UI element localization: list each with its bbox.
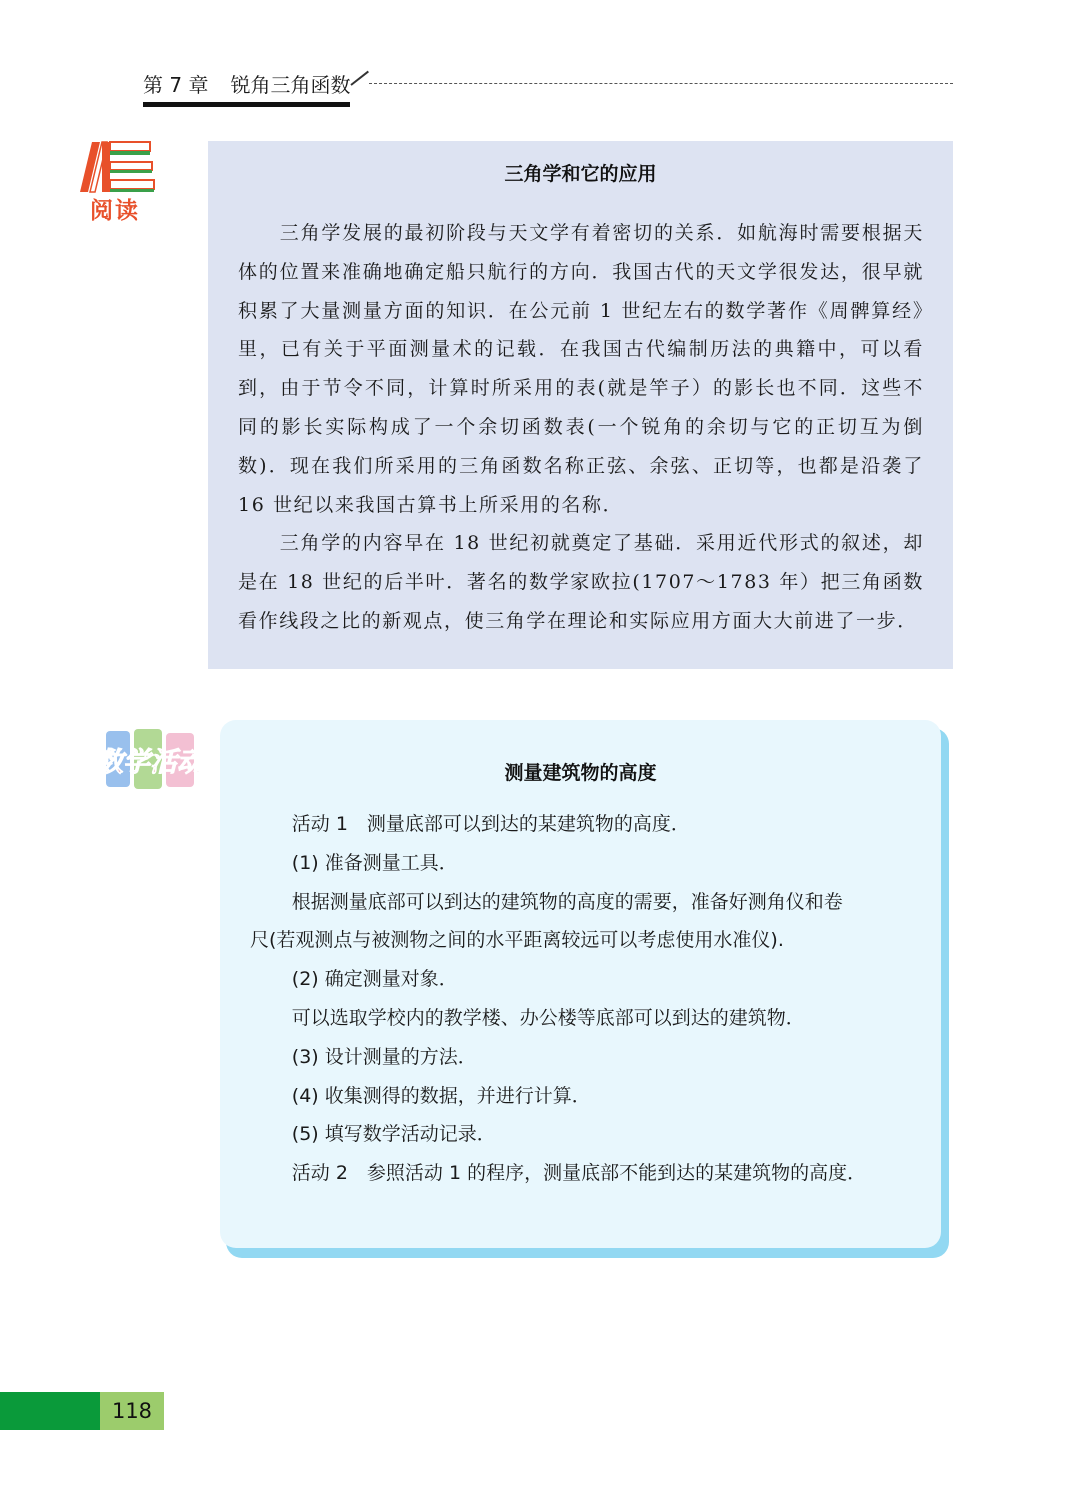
math-activity-logo-text: 数学活动 bbox=[96, 747, 204, 778]
activity-line: (1) 准备测量工具． bbox=[291, 851, 458, 874]
activity-line: (5) 填写数学活动记录． bbox=[291, 1123, 496, 1146]
reading-paragraph: 三角学的内容早在 18 世纪初就奠定了基础．采用近代形式的叙述，却是在 18 世纪的后半叶．著名的数学家欧拉(1707～1783 年）把三角函数看作线段之比的新观点，使三角学在理论和实际应用方面大大前进了一步． bbox=[238, 532, 924, 632]
activity-line: 根据测量底部可以到达的建筑物的高度的需要，准备好测角仪和卷 bbox=[291, 890, 843, 913]
activity-line: 活动 1 测量底部可以到达的某建筑物的高度． bbox=[291, 813, 690, 835]
activity-box bbox=[220, 720, 941, 1248]
reading-label: 阅读 bbox=[90, 198, 140, 224]
reading-title: 三角学和它的应用 bbox=[504, 163, 657, 185]
activity-title: 测量建筑物的高度 bbox=[504, 762, 657, 784]
reading-body bbox=[238, 214, 924, 641]
chapter-header bbox=[143, 70, 953, 110]
chapter-number: 第 7 章 bbox=[143, 73, 209, 97]
activity-line: 尺(若观测点与被测物之间的水平距离较远可以考虑使用水准仪). bbox=[250, 929, 784, 952]
chapter-heading bbox=[143, 70, 350, 107]
reading-box bbox=[208, 141, 953, 669]
header-slash-line bbox=[350, 71, 369, 86]
header-dashed-rule bbox=[369, 83, 953, 84]
activity-line: (2) 确定测量对象． bbox=[291, 968, 458, 991]
chapter-title: 锐角三角函数 bbox=[230, 73, 351, 97]
page-number: 118 bbox=[100, 1392, 164, 1430]
activity-line: (4) 收集测得的数据，并进行计算． bbox=[291, 1084, 591, 1107]
math-activity-logo bbox=[88, 725, 213, 795]
activity-body bbox=[250, 805, 915, 1193]
activity-line: 可以选取学校内的教学楼、办公楼等底部可以到达的建筑物． bbox=[291, 1006, 805, 1029]
activity-line: 活动 2 参照活动 1 的程序，测量底部不能到达的某建筑物的高度． bbox=[291, 1162, 867, 1185]
reading-paragraph: 三角学发展的最初阶段与天文学有着密切的关系．如航海时需要根据天体的位置来准确地确定船只航行的方向．我国古代的天文学很发达，很早就积累了大量测量方面的知识．在公元前 1 世纪左右的数学著作《周髀算经》里，已有关于平面测量术的记载．在我国古代编制历法的典籍中，可以看到，由于节令不同，计算时所采用的表(就是竿子）的影长也不同．这些不同的影长实际构成了一个余切函数表(一个锐角的余切与它的正切互为倒数)．现在我们所采用的三角函数名称正弦、余弦、正切等，也都是沿袭了 16 世纪以来我国古算书上所采用的名称． bbox=[238, 222, 924, 516]
footer-green-bar bbox=[0, 1392, 100, 1430]
activity-line: (3) 设计测量的方法． bbox=[291, 1045, 477, 1068]
